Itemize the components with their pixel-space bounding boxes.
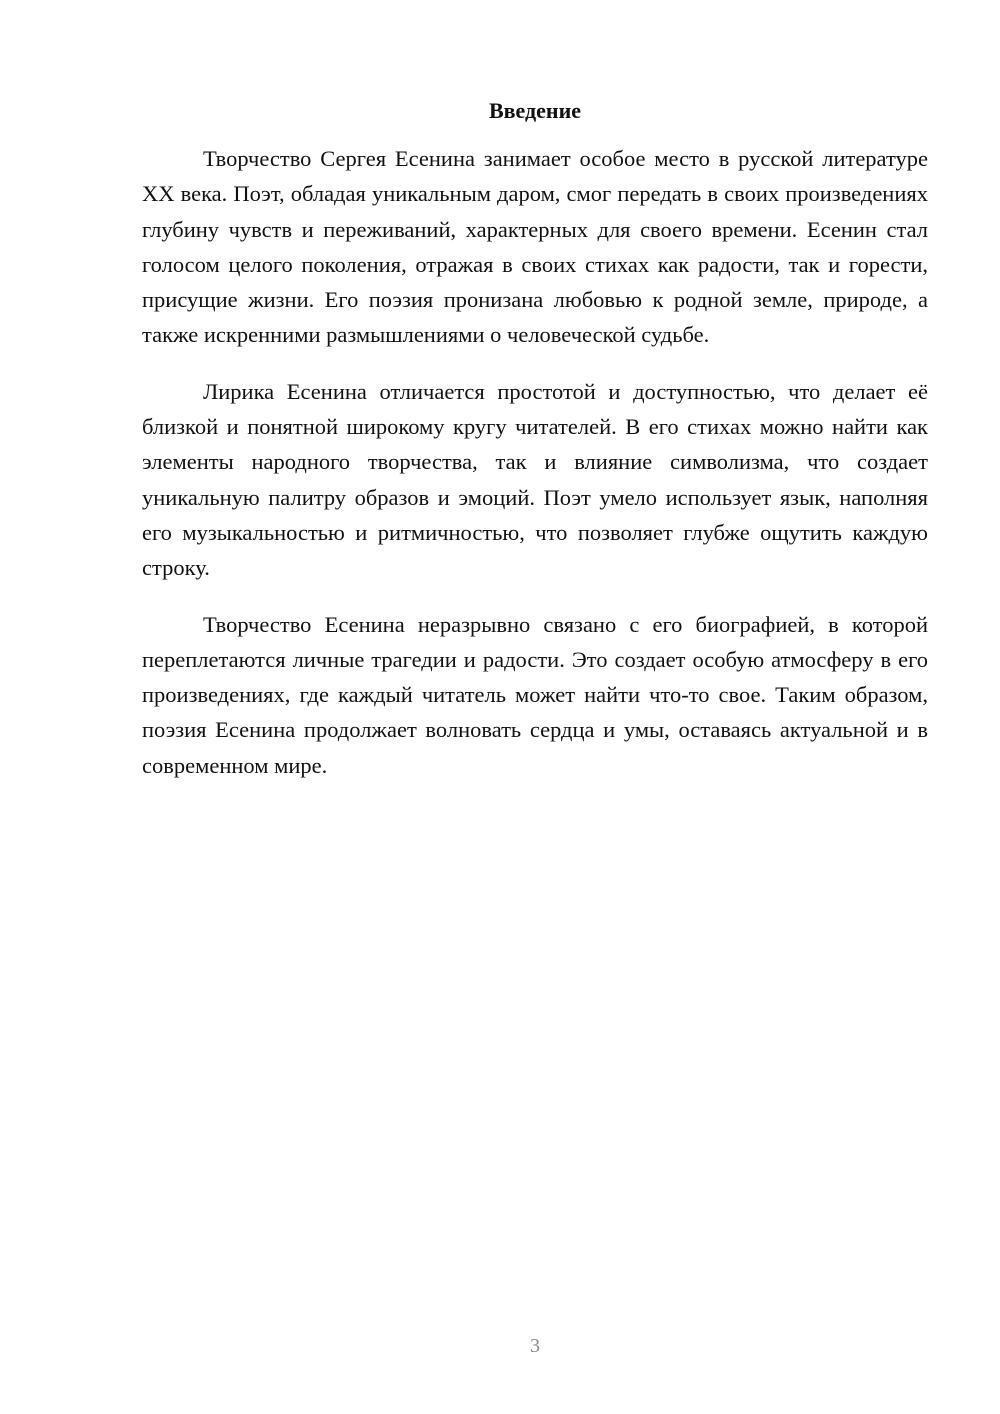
- paragraph-2: Лирика Есенина отличается простотой и доступностью, что делает её близкой и понятной широкому кругу читателей. В его стихах можно найти как элементы народного творчества, так и влияние символизма, что создает уникальную палитру образов и эмоций. Поэт умело использует язык, наполняя его музыкальностью и ритмичностью, что позволяет глубже ощутить каждую строку.: [142, 378, 928, 581]
- paragraph-3: Творчество Есенина неразрывно связано с его биографией, в которой переплетаются личные трагедии и радости. Это создает особую атмосферу в его произведениях, где каждый читатель может найти что-то свое. Таким образом, поэзия Есенина продолжает волновать сердца и умы, оставаясь актуальной и в современном мире.: [142, 611, 928, 778]
- page-number: 3: [530, 1335, 540, 1357]
- section-heading: Введение: [488, 98, 582, 123]
- body-text: [142, 141, 928, 804]
- paragraph-1: Творчество Сергея Есенина занимает особое место в русской литературе XX века. Поэт, обладая уникальным даром, смог передать в своих произведениях глубину чувств и переживаний, характерных для своего времени. Есенин стал голосом целого поколения, отражая в своих стихах как радости, так и горести, присущие жизни. Его поэзия пронизана любовью к родной земле, природе, а также искренними размышлениями о человеческой судьбе.: [142, 146, 928, 348]
